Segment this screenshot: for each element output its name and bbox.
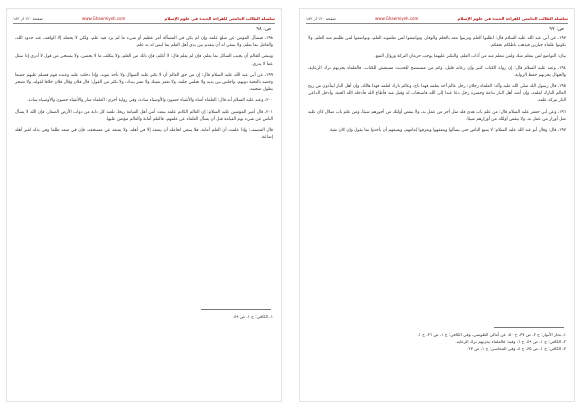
- paragraph: ١٩٨ـ فیسأل المؤمن عن مبلغ علمه وإن لم یكن في المسألة أمر عظیم أو شيء ما لم یرد فیه علم، ولكن لا یحمله إلا الواقف عند حدود الله، والعامل بما یعلم، ولا ینبغي له أن یتقدم بین یدي أهل العلم بما لیس له به علم.: [15, 36, 273, 49]
- paragraph: ١٩٣ـ عن أبي عبد الله علیه السلام قال: اطلبوا العلم وتزینوا معه بالحلم والوقار، وتواضعوا لمن تعلمونه العلم، وتواضعوا لمن طلبتم منه العلم، ولا تكونوا علماء جبارین فیذهب باطلكم بحقكم.: [308, 36, 566, 49]
- page-body: [308, 35, 566, 138]
- page-header: [306, 14, 568, 22]
- footnote-separator: [201, 309, 271, 310]
- header-title: سلسلة الطالب الجامعي للقراءة الجيدة في علوم الإسلام: [164, 15, 275, 21]
- paragraph: ١٩٥ـ قال رسول الله صلى الله علیه وآله: العلماء رجلان: رجل عالم آخذ بعلمه فهذا ناج، وعالم تارك لعلمه فهذا هالك، وإن أهل النار لیتأذون من ریح العالم التارك لعلمه، وإن أشد أهل النار ندامة وحسرة رجل دعا عبدا إلى الله فاستجاب له وقبل منه فأطاع الله فأدخله الله الجنة، وأدخل الداعي النار بتركه علمه.: [308, 84, 566, 104]
- header-rule: [306, 23, 568, 24]
- page-number: ص: ٩٨: [256, 26, 271, 32]
- page-number: ص: ٩٧: [549, 26, 564, 32]
- header-page-counter: صفحه ۱۲۰ از ۱۸۲: [13, 15, 43, 21]
- paragraph: ٢٠٠ـ وعنه علیه السلام أنه قال: العلماء أمناء والأتقیاء حصون والأوصیاء سادة، وفي روایة أخرى: العلماء منار والأتقیاء حصون والأوصیاء سادة.: [27, 98, 273, 104]
- footnote: ٣ـ الكافي: ج ١، ص ٣٥، ح ٤، وفي المحاسن: ج ١، ص ٢٧.: [467, 346, 566, 351]
- paragraph: ١٩٤ـ وعنه علیه السلام قال: إن رواة الكتاب كثیر وإن رعاته قلیل، وكم من مستنصح للحدیث مستغش للكتاب، فالعلماء یحزنهم ترك الرعایة، والجهال یحزنهم حفظ الروایة.: [308, 65, 566, 78]
- header-page-counter: صفحه ۱۲۰ از ۱۸۲: [306, 15, 336, 21]
- footnote-separator: [494, 327, 564, 328]
- paragraph: ٢٠١ـ قال أمیر المؤمنین علیه السلام: إن العالم الكاتم علمه یبعث أنتن أهل القیامة ریحا، تلعنه كل دابة من دواب الأرض الصغار، فإن الله لا یسأل الناس عن شيء یوم القیامة قبل أن یسأل العلماء عن علمهم، فالعلم أمانة والعالم مؤتمن علیها.: [15, 109, 273, 122]
- paragraph: وینبغي للعالم أن یجیب السائل بما یعلم، فإن لم یعلم قال: لا أعلم، فإن ذلك من العلم، ولا یتكلف ما لا یحسن، ولا یستحي من قول لا أدري إذا سئل عما لا یدري.: [15, 54, 273, 67]
- paragraph: بیان: التواضع لمن یتعلم منك ولمن تتعلم منه من آداب العلم، والتكبر علیهما یوجب حرمان البركة وزوال النفع.: [374, 54, 566, 60]
- footnote: ١ـ الكافي: ج ١، ص ٤٩.: [232, 314, 273, 319]
- page-body: [15, 35, 273, 145]
- header-site-link[interactable]: www.Ghaemiyeh.com: [81, 15, 126, 21]
- footnotes: [15, 313, 273, 320]
- footnote: ١ـ بحار الأنوار: ج ٢، ص ٣٧، ح ٥٠، عن أمالي الطوسي، وفي الكافي: ج ١، ص ٣٦، ح ١.: [417, 332, 566, 337]
- footnote: ٢ـ الكافي: ج ١، ص ٤٩، ح ٦، وفیه: فالعلماء یحزنهم ترك الرعایة.: [455, 339, 566, 344]
- paragraph: ١٩٦ـ وعن أبي جعفر علیه السلام قال: من علم باب هدى فله مثل أجر من عمل به، ولا ینقص أولئك من أجورهم شیئا، ومن علم باب ضلال كان علیه مثل أوزار من عمل به، ولا ینقص أولئك من أوزارهم شیئا.: [308, 109, 566, 122]
- paragraph: ١٩٩ـ عن أبي عبد الله علیه السلام قال: إن من حق العالم أن لا تكثر علیه السؤال ولا تأخذ بثوبه، وإذا دخلت علیه وعنده قوم فسلم علیهم جمیعا وخصه بالتحیة دونهم، واجلس بین یدیه ولا تجلس خلفه، ولا تغمز بعینك ولا تشر بیدك، ولا تكثر من القول: قال فلان وقال فلان خلافا لقوله، ولا تضجر بطول صحبته.: [15, 72, 273, 93]
- header-rule: [13, 23, 275, 24]
- left-page: [6, 8, 282, 402]
- paragraph: قال المصنف: وإذا علمت أن العلم أمانة، فلا ینبغي لحامله أن یضعه إلا في أهله، ولا یمنعه عن مستحقه، فإن في منعه ظلما وفي بذله لغیر أهله إضاعة.: [15, 128, 273, 141]
- page-header: [13, 14, 275, 22]
- header-site-link[interactable]: www.Ghaemiyeh.com: [374, 15, 419, 21]
- right-page: [299, 8, 575, 402]
- paragraph: ١٩٧ـ قال: وقال أبو عبد الله علیه السلام: لا یسع الناس حتى یسألوا ویتفقهوا ویعرفوا إمامهم، ویسعهم أن یأخذوا بما یقول وإن كان تقیة.: [328, 128, 566, 134]
- footnotes: [308, 331, 566, 352]
- header-title: سلسلة الطالب الجامعي للقراءة الجيدة في علوم الإسلام: [457, 15, 568, 21]
